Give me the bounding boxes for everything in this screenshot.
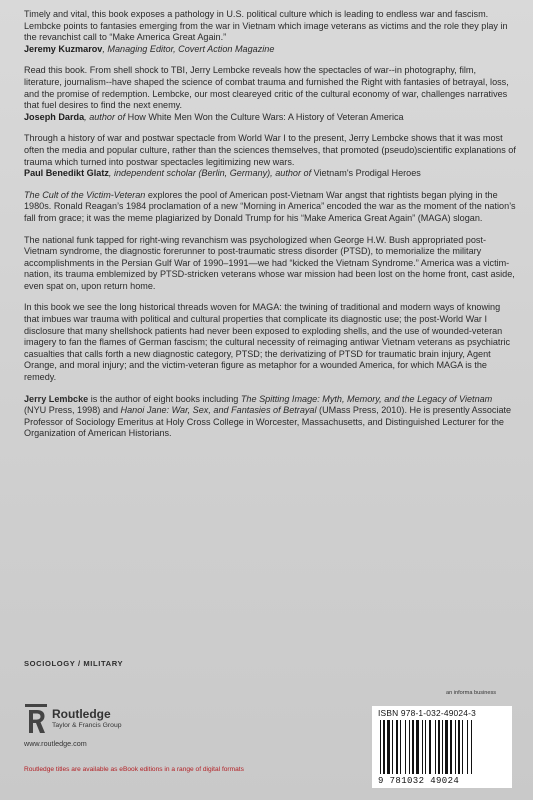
subject-category: SOCIOLOGY / MILITARY: [24, 659, 124, 668]
routledge-logo-icon: [24, 704, 48, 734]
endorsement-text: Read this book. From shell shock to TBI, Jerry Lembcke reveals how the spectacles of war--in photography, film, literature, journalism--have shaped the science of combat trauma and furnished the Right with fantasies of betrayal, loss, and the promise of redemption. Lembcke, our most cleareyed critic of the cultural economy of war, challenges narratives that fuel desires to find the next enemy.: [24, 65, 509, 111]
publisher-logo: [24, 704, 199, 754]
endorsement-text: Timely and vital, this book exposes a pathology in U.S. political culture which is leading to endless war and fascism. Lembcke points to fantasies emerging from the war in Vietnam which image veterans as victims and the role they play in the revanchist call to “Make America Great Again.”: [24, 9, 508, 43]
publisher-group: Taylor & Francis Group: [52, 722, 122, 729]
endorsement-2: [24, 65, 516, 123]
ebook-note: Routledge titles are available as eBook editions in a range of digital formats: [24, 766, 244, 773]
author-bio-text: (UMass Press, 2010). He is presently Associate Professor of Sociology Emeritus at Holy Cross College in Worcester, Massachusetts, and Distinguished Lecturer for the Organization of American Historians.: [24, 405, 512, 439]
description-paragraph-2: The national funk tapped for right-wing revanchism was psychologized when George H.W. Bush appropriated post-Vietnam syndrome, the diagnostic forerunner to post-traumatic stress disorder (PTSD), to memorialize the military accomplishments in the Persian Gulf War of 1990–1991—we had “kicked the Vietnam Syndrome.” America was a victim-nation, its trauma emblemized by PTSD-stricken veterans whose war mission had been lost on the home front, cast aside, even spat on, upon return home.: [24, 234, 515, 291]
endorsement-3: [24, 133, 516, 179]
endorser-affiliation: , independent scholar (Berlin, Germany), author of: [108, 168, 314, 179]
informa-tagline: an informa business: [446, 690, 497, 696]
author-name: Jerry Lembcke: [24, 393, 89, 404]
publisher-name: Routledge: [52, 707, 111, 721]
author-bio-text: (NYU Press, 1998) and: [24, 405, 121, 416]
barcode-icon: [378, 720, 506, 776]
endorsement-1: [24, 9, 516, 55]
book-title: The Cult of the Victim-Veteran: [24, 189, 146, 200]
author-bio: [24, 394, 516, 440]
endorser-name: Paul Benedikt Glatz: [24, 168, 109, 179]
endorser-affiliation: , Managing Editor, Covert Action Magazine: [102, 43, 275, 54]
description-paragraph-1: [24, 190, 516, 225]
description-paragraph-3: In this book we see the long historical threads woven for MAGA: the twining of traditional and modern ways of knowing that imbues war trauma with political and cultural properties that complicate its diagnostic use; the post-World War I disclosure that many shellshock patients had never been exposed to exploding shells, and the use of wounded-veteran imagery to fan the flames of German fascism; the cultural necessity of reimaging antiwar Vietnam veterans as psychiatric casualties that calls forth a new diagnostic category, PTSD; the derivatizing of PTSD for traumatic brain injury, Agent Orange, and moral injury; and the victim-veteran figure as metaphor for a wounded America, for which MAGA is the remedy.: [24, 302, 511, 383]
author-book-1: The Spitting Image: Myth, Memory, and the Legacy of Vietnam: [240, 393, 493, 404]
isbn-label: ISBN 978-1-032-49024-3: [378, 708, 476, 718]
endorser-affiliation: , author of: [84, 111, 128, 122]
endorsement-text: Through a history of war and postwar spectacle from World War I to the present, Jerry Lembcke shows that it was most often the media and popular culture, rather than the sciences themselves, that promoted (pseudo)scientific explanations of trauma which turned into postwar spectacles legitimizing new wars.: [24, 133, 516, 167]
endorser-name: Joseph Darda: [24, 111, 85, 122]
author-book-2: Hanoi Jane: War, Sex, and Fantasies of Betrayal: [120, 405, 317, 416]
barcode-digits: 9 781032 49024: [378, 776, 460, 786]
endorser-book: How White Men Won the Culture Wars: A History of Veteran America: [127, 111, 404, 122]
endorser-name: Jeremy Kuzmarov: [24, 43, 103, 54]
endorser-book: Vietnam's Prodigal Heroes: [313, 168, 421, 179]
publisher-url: www.routledge.com: [24, 739, 87, 748]
description-text: explores the pool of American post-Vietnam War angst that rightists began plying in the 1980s. Ronald Reagan’s 1984 proclamation of a new “Morning in America” encoded the war as the moment of the nation’s fall from grace; it was the meme plagiarized by Donald Trump for his “Make America Great Again” (MAGA) slogan.: [24, 189, 516, 223]
author-bio-text: is the author of eight books including: [88, 393, 241, 404]
back-cover-text: [24, 9, 516, 450]
